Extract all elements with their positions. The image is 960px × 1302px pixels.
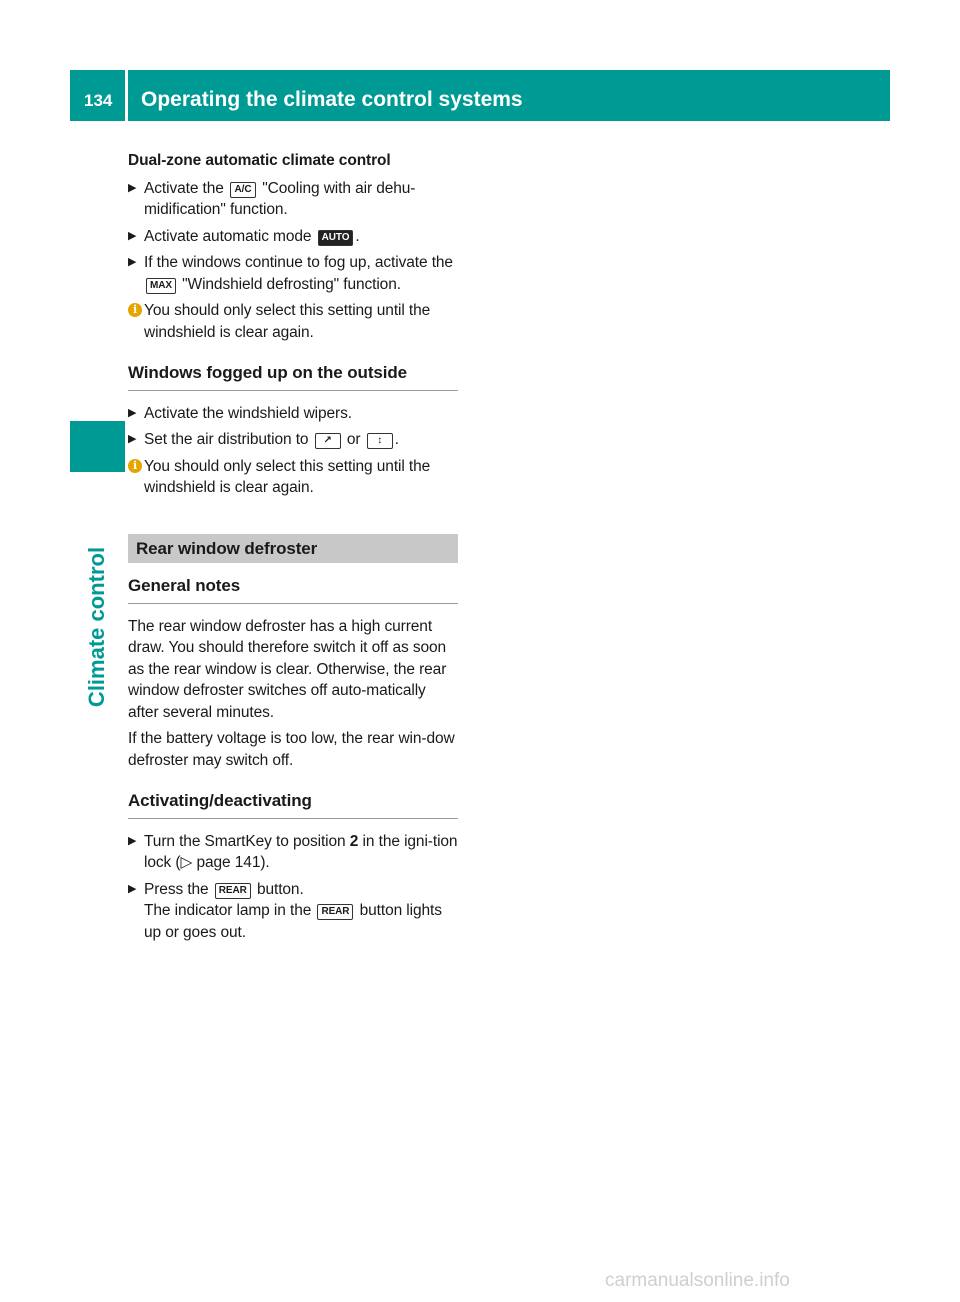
side-tab-label: Climate control	[84, 546, 109, 708]
step-item: ▶ Activate the A/C "Cooling with air dehu-midification" function.	[128, 179, 416, 218]
header-divider	[125, 70, 128, 121]
step-arrow-icon: ▶	[128, 834, 137, 847]
paragraph: If the battery voltage is too low, the rear win-dow defroster may switch off.	[128, 730, 455, 769]
content-column	[128, 150, 458, 948]
page-number: 134	[84, 91, 113, 110]
step-item: ▶ Set the air distribution to ↗ or ↕ .	[128, 429, 458, 451]
step-item: ▶ Activate the windshield wipers.	[128, 403, 458, 425]
rear-defrost-button-icon: REAR	[317, 904, 353, 920]
info-note: i You should only select this setting until the windshield is clear again.	[128, 300, 458, 343]
info-note: i You should only select this setting until the windshield is clear again.	[128, 456, 458, 499]
page-title: Operating the climate control systems	[141, 88, 523, 111]
step-arrow-icon: ▶	[128, 256, 137, 268]
air-windshield-icon: ↗	[315, 433, 341, 449]
section-heading-dual-zone: Dual-zone automatic climate control	[128, 152, 391, 169]
watermark: carmanualsonline.info	[605, 1270, 790, 1291]
step-arrow-icon: ▶	[128, 229, 137, 242]
step-arrow-icon: ▶	[128, 882, 137, 895]
air-windshield-footwell-icon: ↕	[367, 433, 393, 449]
page-ref-arrow-icon: ▷	[180, 854, 193, 871]
side-tab-block	[70, 421, 125, 472]
paragraph: The rear window defroster has a high current draw. You should therefore switch it off as soon as the rear window is clear. Otherwise, the rear window defroster switches off auto-matically after several minutes.	[128, 617, 447, 721]
info-icon: i	[128, 459, 142, 473]
info-icon: i	[128, 303, 142, 317]
section-heading-fogged-outside: Windows fogged up on the outside	[128, 362, 458, 391]
windshield-defrost-max-icon: MAX	[146, 278, 176, 294]
section-heading-general-notes: General notes	[128, 575, 458, 604]
step-item: ▶ If the windows continue to fog up, activate the MAX "Windshield defrosting" function.	[128, 254, 453, 293]
auto-button-icon: AUTO	[318, 230, 354, 246]
section-bar-rear-defroster: Rear window defroster	[128, 534, 458, 564]
step-arrow-icon: ▶	[128, 433, 137, 445]
step-arrow-icon: ▶	[128, 181, 137, 194]
step-item: ▶ Press the REAR button. The indicator lamp in the REAR button lights up or goes out.	[128, 880, 442, 941]
step-item: ▶ Turn the SmartKey to position 2 in the igni-tion lock (▷ page 141).	[128, 832, 458, 871]
page-reference-link[interactable]: page 141).	[196, 854, 270, 871]
step-item: ▶ Activate automatic mode AUTO .	[128, 226, 458, 248]
ac-button-icon: A/C	[230, 182, 256, 198]
rear-defrost-button-icon: REAR	[215, 883, 251, 899]
step-arrow-icon: ▶	[128, 406, 137, 419]
section-heading-activating: Activating/deactivating	[128, 790, 458, 819]
